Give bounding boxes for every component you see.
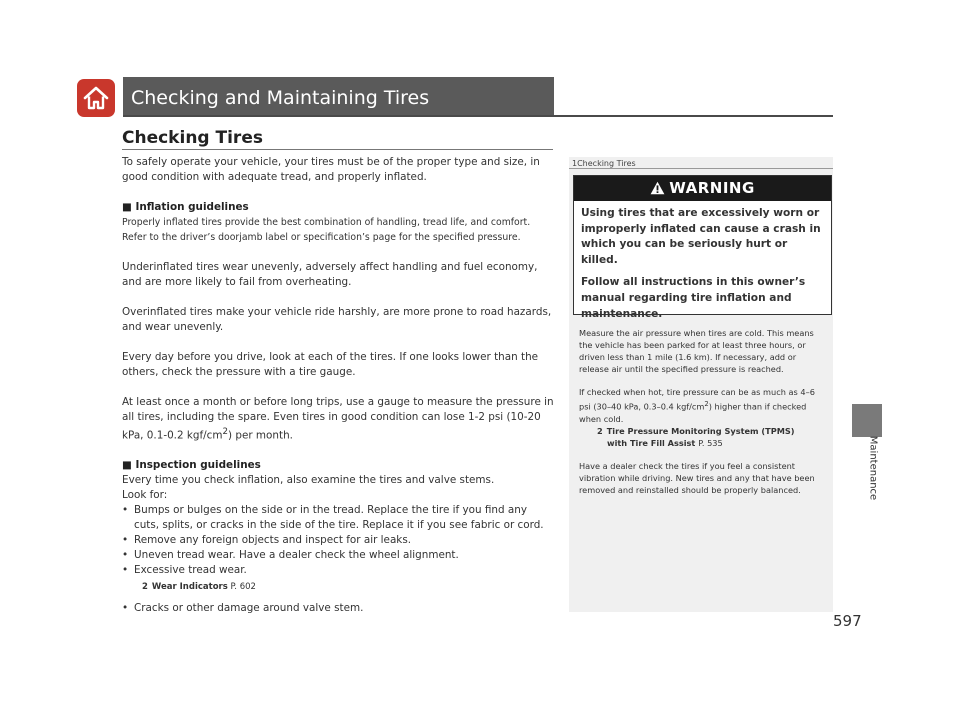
list-item: • Excessive tread wear. (122, 563, 554, 578)
section-rule (122, 149, 553, 150)
inspection-heading-text: Inspection guidelines (135, 459, 261, 472)
warning-paragraph-1: Using tires that are excessively worn or improperly inflated can cause a crash in which you can be seriously hurt or killed. (581, 207, 821, 266)
p5-superscript: 2 (222, 427, 229, 437)
ref-page: P. 602 (230, 582, 256, 593)
page-number: 597 (833, 612, 862, 630)
inspection-intro: Every time you check inflation, also examine the tires and valve stems. (122, 474, 495, 487)
warning-title: WARNING (669, 179, 755, 197)
heading-marker: ■ (122, 459, 132, 472)
wear-indicators-link[interactable] (122, 580, 554, 595)
title-rule (123, 115, 833, 117)
warning-body (574, 201, 831, 322)
home-glyph (77, 79, 115, 117)
inspection-list (122, 503, 554, 578)
p5-text: At least once a month or before long trips, use a gauge to measure the pressure in all tires, including the spare. Even tires in good condition can lose 1-2 psi (10-20 kPa, 0.1-0.2 kgf/cm (122, 396, 554, 442)
sidebar-tag-rule (569, 168, 833, 169)
heading-marker: ■ (122, 201, 132, 213)
list-item: • Bumps or bulges on the side or in the tread. Replace the tire if you find any cuts, splits, or cracks in the side of the tire. Replace it if you see fabric or cord. (122, 503, 554, 533)
ref-arrow-icon: 2 (597, 425, 603, 436)
note2-text-end: ) higher than if checked when cold. (579, 401, 807, 424)
inflation-paragraph-1: Properly inflated tires provide the best combination of handling, tread life, and comfort. Refer to the driver’s doorjamb label or specification’s page for the specified pressure. (122, 217, 531, 243)
look-for-label: Look for: (122, 489, 168, 502)
section-tab-label: Maintenance (867, 435, 879, 501)
tpms-link-line-1: Tire Pressure Monitoring System (TPMS) (606, 425, 795, 436)
inspection-heading (122, 458, 554, 473)
sidebar-tag-label: Checking Tires (577, 159, 636, 168)
warning-box (573, 175, 832, 320)
sidebar-note-2 (579, 386, 827, 425)
section-heading: Checking Tires (122, 128, 263, 148)
main-content (122, 155, 554, 616)
sidebar-tag (572, 159, 636, 168)
tpms-link-page: P. 535 (698, 437, 723, 448)
warning-paragraph-2: Follow all instructions in this owner’s manual regarding tire inflation and maintenance. (581, 276, 806, 320)
sidebar-notes (579, 327, 827, 507)
inflation-heading (122, 200, 554, 215)
sidebar-note-1: Measure the air pressure when tires are cold. This means the vehicle has been parked for at least three hours, or driven less than 1 mile (1.6 km). If necessary, add or release air until the specified pressure is reached. (579, 328, 814, 374)
inflation-paragraph-2: Underinflated tires wear unevenly, adversely affect handling and fuel economy, and are more likely to fail from overheating. (122, 261, 538, 288)
inspection-list-continued (122, 601, 554, 616)
ref-label: Wear Indicators (151, 582, 228, 593)
inflation-paragraph-4: Every day before you drive, look at each of the tires. If one looks lower than the others, check the pressure with a tire gauge. (122, 351, 539, 378)
intro-paragraph: To safely operate your vehicle, your tires must be of the proper type and size, in good condition with adequate tread, and properly inflated. (122, 156, 540, 183)
warning-header (574, 176, 831, 201)
sidebar-note-3: Have a dealer check the tires if you feel a consistent vibration while driving. New tires and any that have been removed and reinstalled should be properly balanced. (579, 460, 815, 495)
inflation-paragraph-3: Overinflated tires make your vehicle ride harshly, are more prone to road hazards, and wear unevenly. (122, 306, 552, 333)
note2-superscript: 2 (704, 400, 709, 408)
inflation-paragraph-5 (122, 395, 554, 443)
sidebar-tag-icon: 1 (572, 159, 578, 168)
tpms-link[interactable] (579, 425, 827, 449)
list-item: • Cracks or other damage around valve stem. (122, 601, 554, 616)
warning-triangle-icon (650, 181, 665, 195)
note2-text: If checked when hot, tire pressure can be as much as 4–6 psi (30–40 kPa, 0.3–0.4 kgf/cm (579, 387, 815, 412)
section-tab-marker[interactable] (852, 404, 882, 437)
list-item: • Remove any foreign objects and inspect for air leaks. (122, 533, 554, 548)
tpms-link-line-2: with Tire Fill Assist (607, 437, 696, 448)
ref-arrow-icon: 2 (142, 582, 148, 593)
inflation-heading-text: Inflation guidelines (135, 201, 249, 213)
chapter-title: Checking and Maintaining Tires (131, 87, 430, 109)
home-icon[interactable] (77, 79, 115, 117)
chapter-title-bar (123, 77, 554, 115)
list-item: • Uneven tread wear. Have a dealer check the wheel alignment. (122, 548, 554, 563)
p5-text-end: ) per month. (228, 429, 293, 442)
